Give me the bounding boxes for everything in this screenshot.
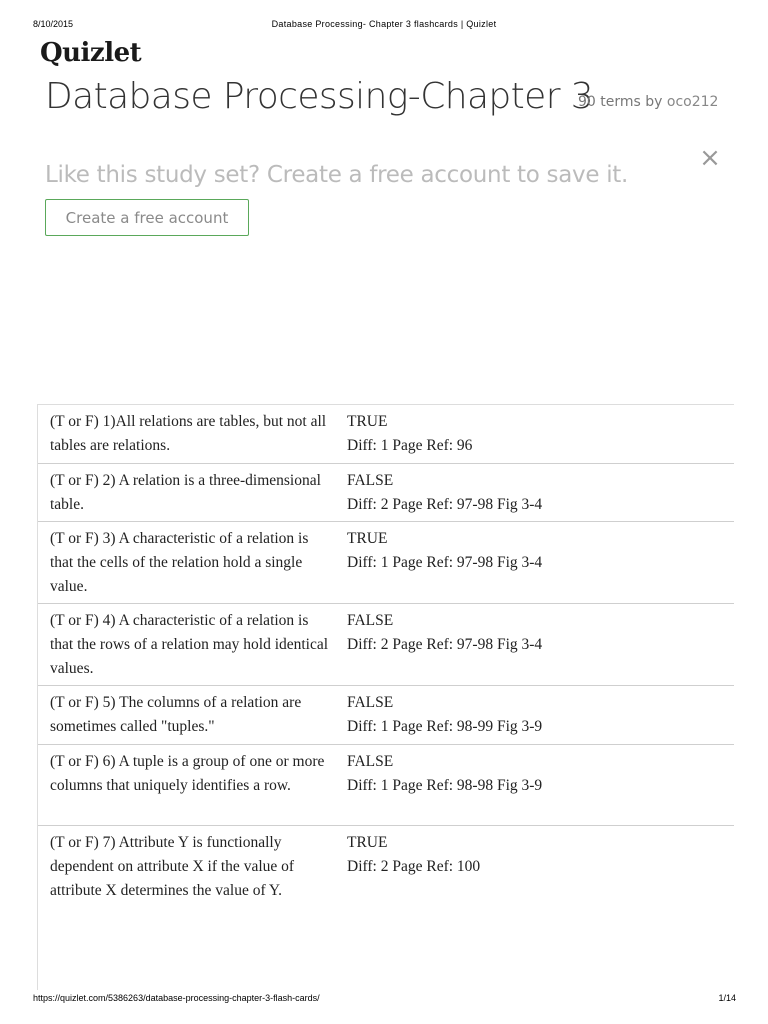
card-term: (T or F) 5) The columns of a relation are sometimes called "tuples." (50, 694, 302, 735)
signup-promo-text: Like this study set? Create a free account to save it. (45, 162, 629, 188)
card-definition (347, 469, 727, 517)
card-answer: FALSE (347, 612, 394, 629)
print-url: https://quizlet.com/5386263/database-processing-chapter-3-flash-cards/ (33, 993, 320, 1003)
card-definition (347, 410, 727, 458)
flashcard-row (38, 686, 734, 745)
print-header (0, 19, 768, 31)
card-term: (T or F) 4) A characteristic of a relation is that the rows of a relation may hold identical values. (50, 612, 329, 677)
card-answer: FALSE (347, 753, 394, 770)
card-definition (347, 691, 727, 739)
card-answer: TRUE (347, 413, 388, 430)
print-page-number: 1/14 (718, 993, 736, 1003)
flashcard-row (38, 604, 734, 686)
card-term: (T or F) 3) A characteristic of a relation is that the cells of the relation hold a single value. (50, 530, 309, 595)
card-meta: Diff: 1 Page Ref: 98-99 Fig 3-9 (347, 718, 543, 735)
card-meta: Diff: 2 Page Ref: 97-98 Fig 3-4 (347, 496, 543, 513)
card-definition (347, 831, 727, 879)
card-meta: Diff: 2 Page Ref: 97-98 Fig 3-4 (347, 636, 543, 653)
card-definition (347, 609, 727, 657)
print-footer (0, 993, 768, 1005)
card-meta: Diff: 1 Page Ref: 98-98 Fig 3-9 (347, 777, 543, 794)
terms-meta (578, 94, 718, 110)
flashcard-row (38, 745, 734, 826)
card-meta: Diff: 1 Page Ref: 96 (347, 437, 473, 454)
card-definition (347, 750, 727, 798)
quizlet-logo[interactable]: Quizlet (40, 38, 142, 68)
card-definition (347, 527, 727, 575)
flashcard-row (38, 464, 734, 522)
card-answer: FALSE (347, 472, 394, 489)
page-title: Database Processing-Chapter 3 (45, 76, 594, 117)
card-answer: TRUE (347, 530, 388, 547)
flashcard-row (38, 522, 734, 604)
flashcard-row (38, 826, 734, 986)
print-date: 8/10/2015 (33, 19, 74, 29)
close-icon[interactable]: × (699, 143, 721, 173)
card-term: (T or F) 6) A tuple is a group of one or more columns that uniquely identifies a row. (50, 753, 325, 794)
flashcard-row (38, 405, 734, 464)
card-answer: TRUE (347, 834, 388, 851)
terms-count: 90 terms by (578, 94, 663, 110)
card-answer: FALSE (347, 694, 394, 711)
flashcard-list (37, 404, 734, 990)
card-term: (T or F) 2) A relation is a three-dimensional table. (50, 472, 321, 513)
create-account-button[interactable]: Create a free account (45, 199, 249, 236)
card-meta: Diff: 2 Page Ref: 100 (347, 858, 481, 875)
card-term: (T or F) 7) Attribute Y is functionally dependent on attribute X if the value of attribute X determines the value of Y. (50, 834, 295, 899)
print-page-title: Database Processing- Chapter 3 flashcards | Quizlet (271, 19, 497, 29)
author-link[interactable]: oco212 (666, 94, 719, 110)
card-meta: Diff: 1 Page Ref: 97-98 Fig 3-4 (347, 554, 543, 571)
card-term: (T or F) 1)All relations are tables, but not all tables are relations. (50, 413, 327, 454)
